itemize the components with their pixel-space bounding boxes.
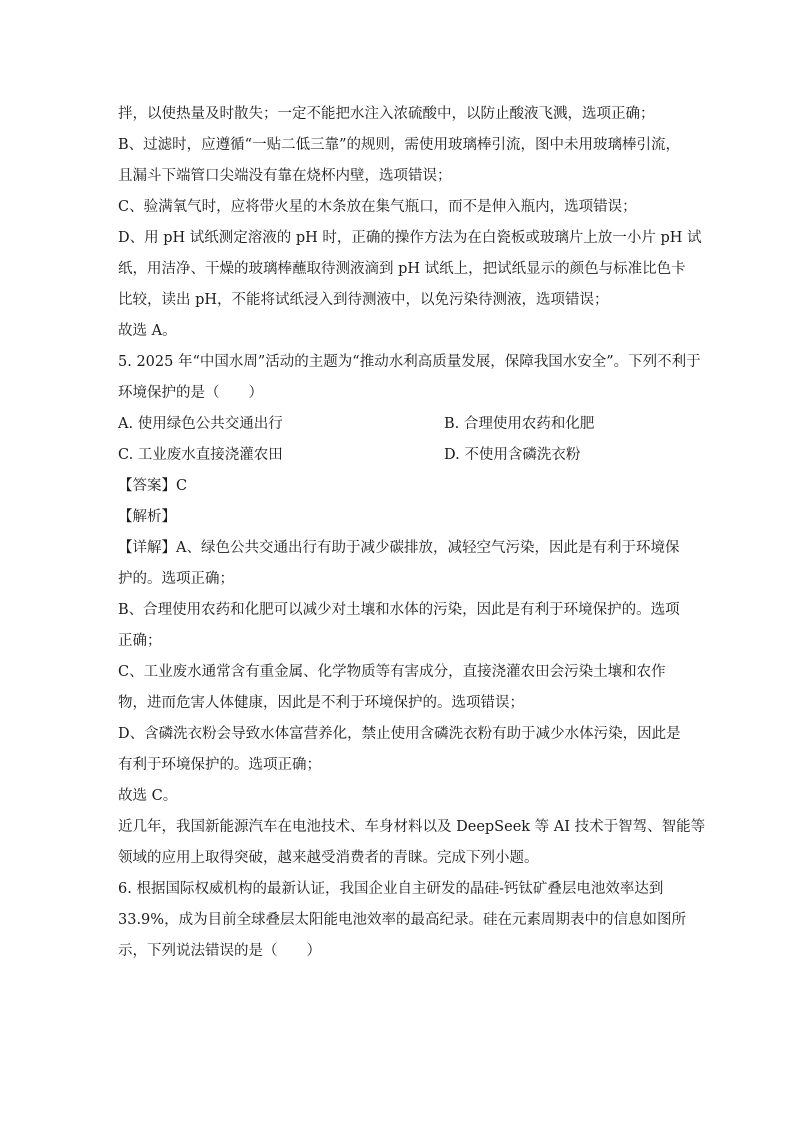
q4-option-b-analysis-line: 且漏斗下端管口尖端没有靠在烧杯内壁，选项错误； xyxy=(118,168,452,184)
q4-option-d-analysis-line: D、用 pH 试纸测定溶液的 pH 时，正确的操作方法为在白瓷板或玻璃片上放一小片 pH 试 xyxy=(118,230,702,246)
q5-option-c: C. 工业废水直接浇灌农田 xyxy=(118,447,283,463)
q5-option-d: D. 不使用含磷洗衣粉 xyxy=(444,447,581,463)
q5-detail-c-line: C、工业废水通常含有重金属、化学物质等有害成分，直接浇灌农田会污染土壤和农作 xyxy=(118,664,666,680)
q4-conclusion: 故选 A。 xyxy=(118,323,177,339)
q5-detail-a-line: 【详解】A、绿色公共交通出行有助于减少碳排放，减轻空气污染，因此是有利于环境保 xyxy=(118,540,680,556)
q4-option-d-analysis-line: 比较，读出 pH，不能将试纸浸入到待测液中，以免污染待测液，选项错误； xyxy=(118,292,609,308)
intro-line: 领域的应用上取得突破，越来越受消费者的青睐。完成下列小题。 xyxy=(118,850,539,866)
q5-detail-a-line: 护的。选项正确； xyxy=(118,571,234,587)
q6-stem-line: 33.9%，成为目前全球叠层太阳能电池效率的最高纪录。硅在元素周期表中的信息如图所 xyxy=(118,912,687,928)
q4-analysis-line: 拌，以使热量及时散失；一定不能把水注入浓硫酸中，以防止酸液飞溅，选项正确； xyxy=(118,106,655,122)
q4-option-b-analysis-line: B、过滤时，应遵循“一贴二低三靠”的规则，需使用玻璃棒引流，图中未用玻璃棒引流， xyxy=(118,137,680,153)
q5-detail-d-line: D、含磷洗衣粉会导致水体富营养化，禁止使用含磷洗衣粉有助于减少水体污染，因此是 xyxy=(118,726,681,742)
q5-detail-d-line: 有利于环境保护的。选项正确； xyxy=(118,757,321,773)
q5-option-b: B. 合理使用农药和化肥 xyxy=(444,416,595,432)
q5-detail-b-line: 正确； xyxy=(118,633,162,649)
q5-analysis-header: 【解析】 xyxy=(118,509,176,525)
q5-answer: 【答案】C xyxy=(118,478,188,494)
q5-conclusion: 故选 C。 xyxy=(118,788,178,804)
q5-detail-c-line: 物，进而危害人体健康，因此是不利于环境保护的。选项错误； xyxy=(118,695,524,711)
q6-stem-line: 6. 根据国际权威机构的最新认证，我国企业自主研发的晶硅-钙钛矿叠层电池效率达到 xyxy=(118,881,664,897)
q4-option-c-analysis-line: C、验满氧气时，应将带火星的木条放在集气瓶口，而不是伸入瓶内，选项错误； xyxy=(118,199,637,215)
q5-stem-line: 环境保护的是（ ） xyxy=(118,385,263,401)
q5-option-a: A. 使用绿色公共交通出行 xyxy=(118,416,283,432)
q5-detail-b-line: B、合理使用农药和化肥可以减少对土壤和水体的污染，因此是有利于环境保护的。选项 xyxy=(118,602,680,618)
q6-stem-line: 示，下列说法错误的是（ ） xyxy=(118,943,321,959)
intro-line: 近几年，我国新能源汽车在电池技术、车身材料以及 DeepSeek 等 AI 技术于智驾、智能等 xyxy=(118,819,706,835)
q4-option-d-analysis-line: 纸，用洁净、干燥的玻璃棒蘸取待测液滴到 pH 试纸上，把试纸显示的颜色与标准比色卡 xyxy=(118,261,686,277)
q5-stem-line: 5. 2025 年“中国水周”活动的主题为“推动水利高质量发展，保障我国水安全”。下列不利于 xyxy=(118,354,701,370)
